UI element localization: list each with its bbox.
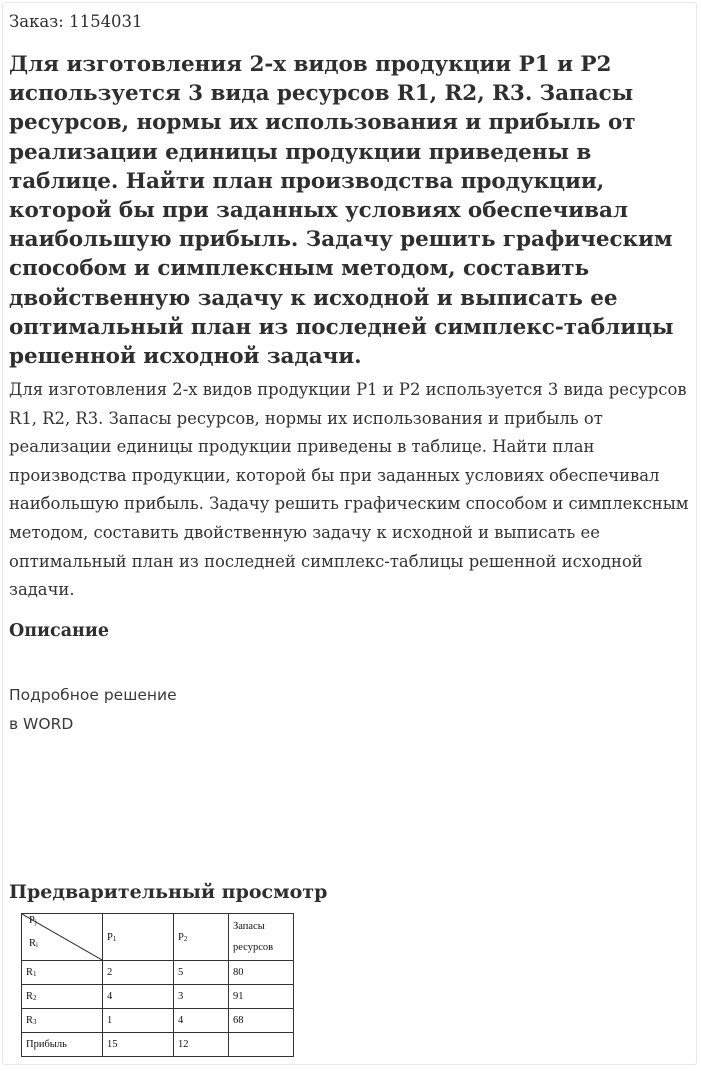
description-line: Подробное решение	[9, 686, 177, 704]
corner-top-label: $P_j$	[29, 915, 37, 926]
cell-p1: 2	[103, 961, 174, 985]
row-label: Прибыль	[22, 1033, 103, 1057]
preview-heading: Предварительный просмотр	[9, 881, 328, 903]
cell-stock: 80	[229, 961, 294, 985]
description-text	[9, 681, 177, 739]
cell-p2: 3	[174, 985, 229, 1009]
order-number: Заказ: 1154031	[9, 12, 143, 31]
cell-stock: 91	[229, 985, 294, 1009]
table-row	[22, 961, 294, 985]
cell-p2: 4	[174, 1009, 229, 1033]
row-label: $R_1$	[22, 961, 103, 985]
table-header-row	[22, 914, 294, 961]
cell-p1: 15	[103, 1033, 174, 1057]
description-heading: Описание	[9, 621, 109, 641]
cell-stock: 68	[229, 1009, 294, 1033]
cell-p1: 1	[103, 1009, 174, 1033]
table-row-profit	[22, 1033, 294, 1057]
cell-p2: 5	[174, 961, 229, 985]
table-row	[22, 985, 294, 1009]
task-description: Для изготовления 2-х видов продукции P1 и P2 используется 3 вида ресурсов R1, R2, R3. Запасы ресурсов, нормы их использования и прибыль от реализации единицы продукции приведены в таблице. Найти план производства продукции, которой бы при заданных условиях обеспечивал наибольшую прибыль. Задачу решить графическим способом и симплексным методом, составить двойственную задачу к исходной и выписать ее оптимальный план из последней симплекс-таблицы решенной исходной задачи.	[9, 380, 689, 600]
row-label: $R_2$	[22, 985, 103, 1009]
row-label: $R_3$	[22, 1009, 103, 1033]
corner-cell	[22, 914, 103, 961]
header-p2: $P_2$	[174, 914, 229, 961]
corner-bottom-label: $R_i$	[29, 938, 38, 949]
preview-table	[21, 913, 294, 1057]
cell-p1: 4	[103, 985, 174, 1009]
header-stock: Запасы ресурсов	[229, 914, 294, 961]
description-line: в WORD	[9, 715, 74, 733]
header-p1: $P_1$	[103, 914, 174, 961]
task-title: Для изготовления 2-х видов продукции P1 и P2 используется 3 вида ресурсов R1, R2, R3. Запасы ресурсов, нормы их использования и прибыль от реализации единицы продукции приведены в таблице. Найти план производства продукции, которой бы при заданных условиях обеспечивал наибольшую прибыль. Задачу решить графическим способом и симплексным методом, составить двойственную задачу к исходной и выписать ее оптимальный план из последней симплекс-таблицы решенной исходной задачи.	[9, 52, 674, 370]
cell-stock	[229, 1033, 294, 1057]
table-row	[22, 1009, 294, 1033]
cell-p2: 12	[174, 1033, 229, 1057]
